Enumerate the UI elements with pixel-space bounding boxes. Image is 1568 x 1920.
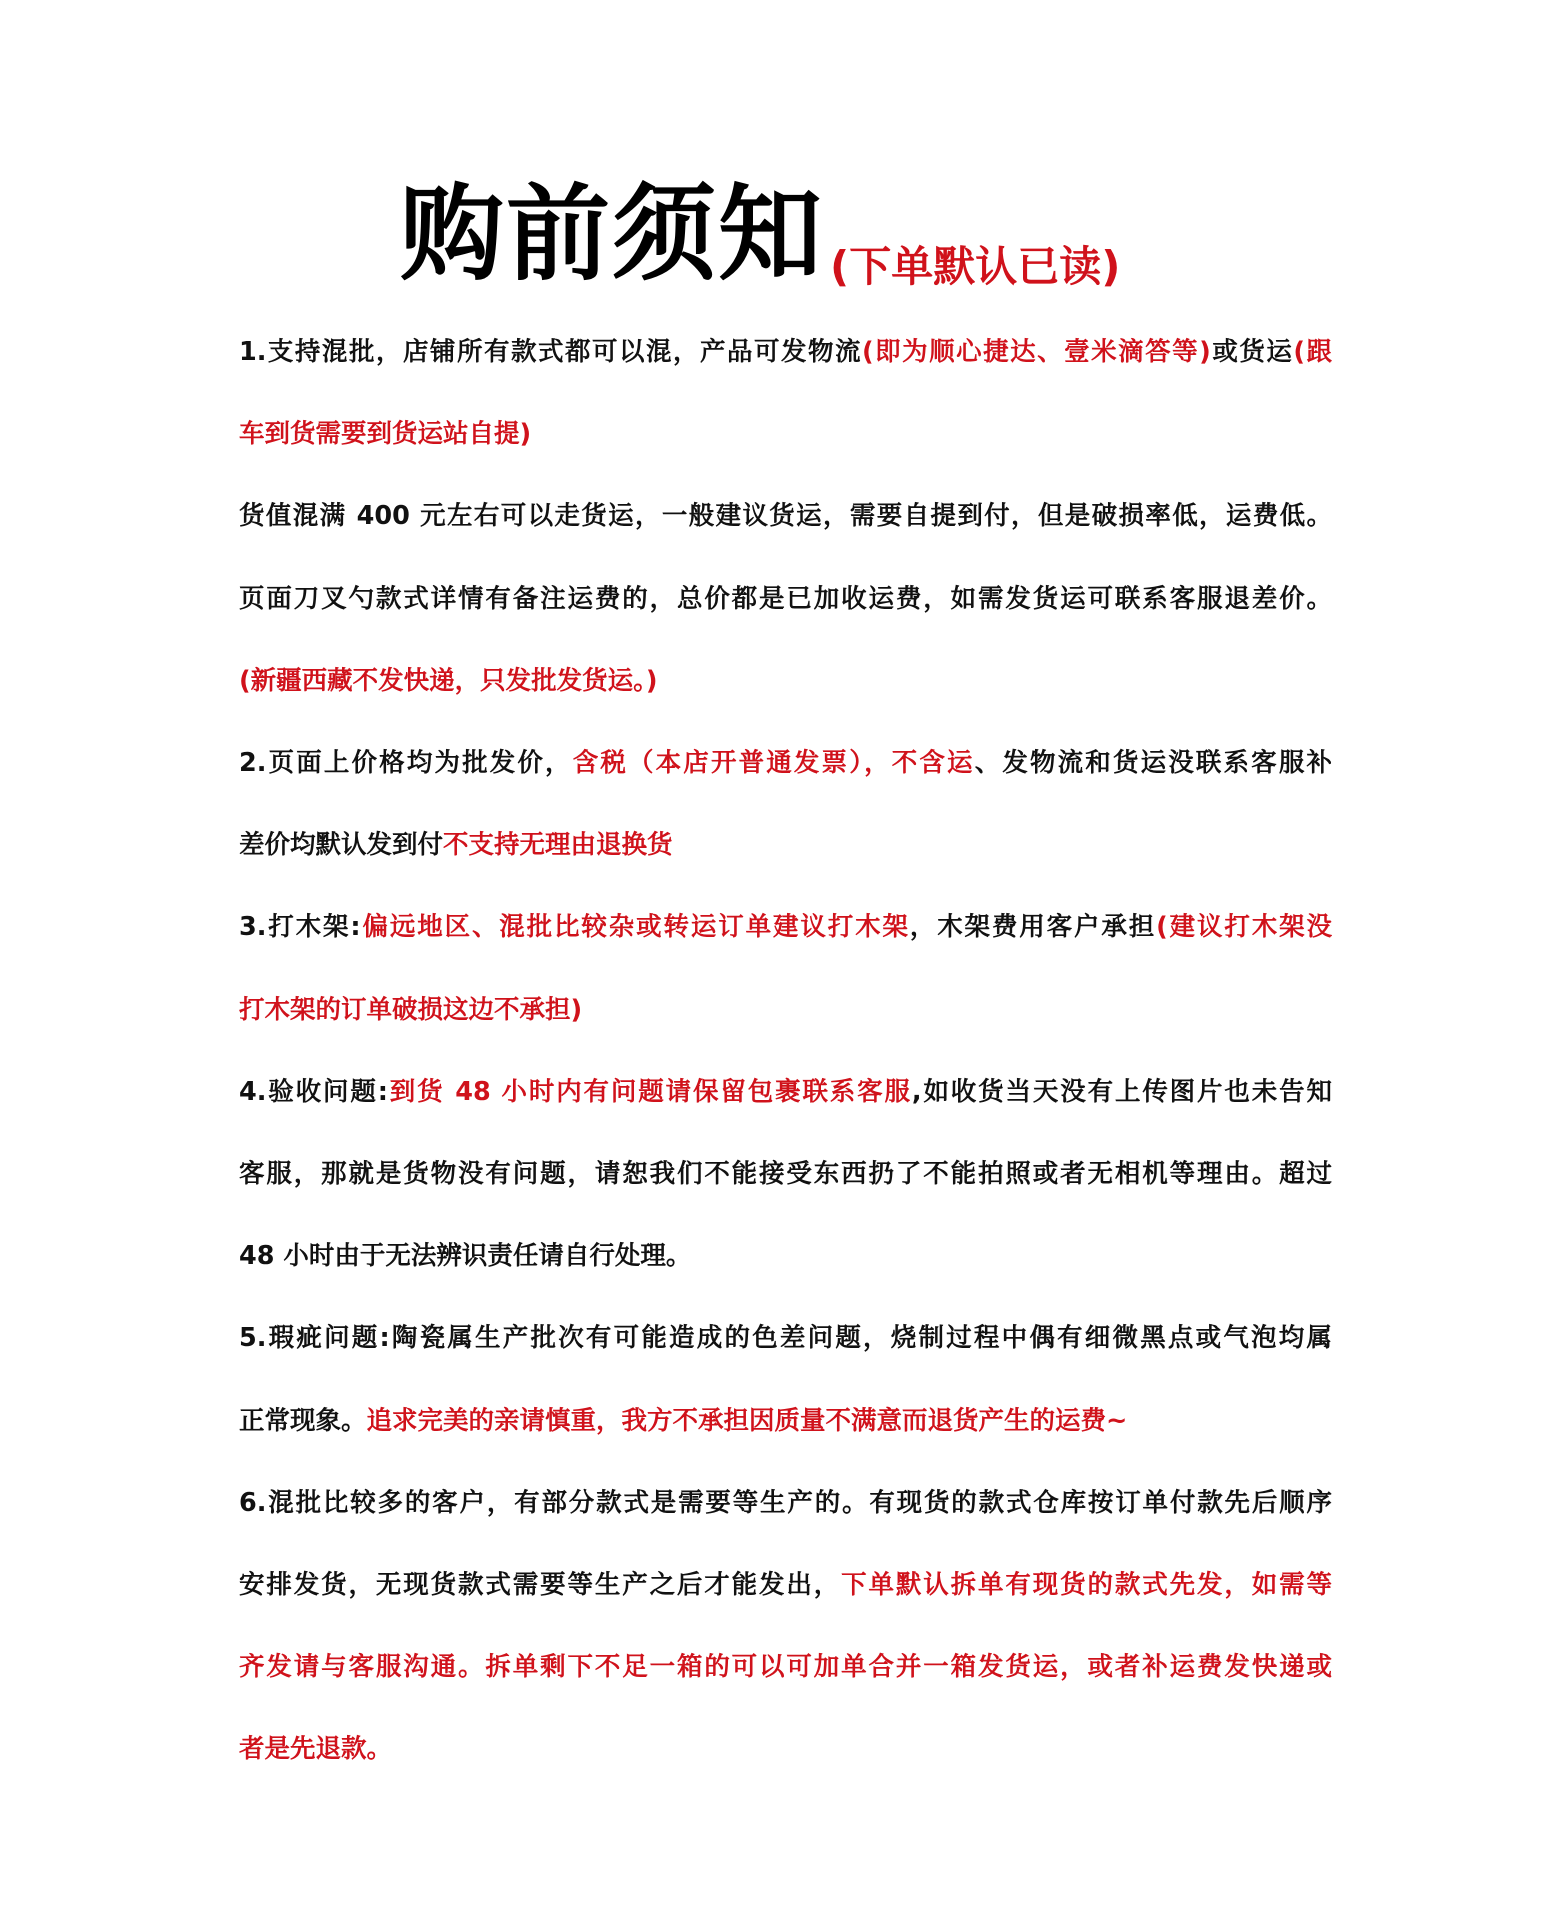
highlighted-text: (即为顺心捷达、壹米滴答等) <box>861 337 1211 367</box>
highlighted-text: 偏远地区、混批比较杂或转运订单建议打木架 <box>360 912 910 943</box>
body-text: 、发物流和货运没联系客服补 <box>974 748 1332 778</box>
notice-line <box>239 907 1332 947</box>
notice-line <box>239 1565 1332 1605</box>
highlighted-text: (建议打木架没 <box>1156 912 1332 943</box>
notice-line <box>239 1401 1332 1441</box>
body-text: ,如收货当天没有上传图片也未告知 <box>911 1076 1332 1107</box>
notice-line <box>239 1318 1332 1358</box>
highlighted-text: 者是先退款。 <box>239 1734 393 1765</box>
body-text: 客服，那就是货物没有问题，请恕我们不能接受东西扔了不能拍照或者无相机等理由。超过 <box>239 1159 1332 1189</box>
body-text: 5.瑕疵问题:陶瓷属生产批次有可能造成的色差问题，烧制过程中偶有细微黑点或气泡均属 <box>239 1323 1332 1354</box>
highlighted-text: 追求完美的亲请慎重，我方不承担因质量不满意而退货产生的运费~ <box>366 1405 1128 1436</box>
notice-line <box>239 496 1332 536</box>
notice-line <box>239 414 1332 454</box>
body-text: 正常现象。 <box>239 1405 367 1436</box>
notice-line <box>239 579 1332 619</box>
notice-line <box>239 332 1332 372</box>
body-text: 货值混满 400 元左右可以走货运，一般建议货运，需要自提到付，但是破损率低，运费低。 <box>239 501 1332 532</box>
page-subtitle: (下单默认已读) <box>830 242 1121 291</box>
notice-line <box>239 1072 1332 1112</box>
body-text: 48 小时由于无法辨识责任请自行处理。 <box>239 1241 692 1272</box>
notice-line <box>239 990 1332 1030</box>
body-text: 2.页面上价格均为批发价， <box>239 748 573 778</box>
notice-line <box>239 743 1332 783</box>
body-text: 页面刀叉勺款式详情有备注运费的，总价都是已加收运费，如需发货运可联系客服退差价。 <box>239 583 1332 614</box>
notice-line <box>239 661 1332 701</box>
heading <box>400 150 1120 300</box>
body-text: 或货运 <box>1210 337 1294 367</box>
highlighted-text: (新疆西藏不发快递，只发批发货运。) <box>239 665 658 696</box>
body-text: 4.验收问题: <box>239 1076 388 1107</box>
body-text: 1.支持混批，店铺所有款式都可以混，产品可发物流 <box>239 337 862 367</box>
highlighted-text: 齐发请与客服沟通。拆单剩下不足一箱的可以可加单合并一箱发货运，或者补运费发快递或 <box>239 1652 1332 1683</box>
highlighted-text: 下单默认拆单有现货的款式先发，如需等 <box>841 1570 1332 1600</box>
body-text: 安排发货，无现货款式需要等生产之后才能发出， <box>239 1570 842 1600</box>
notice-line <box>239 1483 1332 1523</box>
body-text: ，木架费用客户承担 <box>909 912 1157 943</box>
page-title: 购前须知 <box>400 173 825 295</box>
highlighted-text: 不支持无理由退换货 <box>443 830 673 861</box>
body-text: 6.混批比较多的客户，有部分款式是需要等生产的。有现货的款式仓库按订单付款先后顺序 <box>239 1487 1332 1518</box>
notice-line <box>239 825 1332 865</box>
notice-line <box>239 1729 1332 1769</box>
body-text: 3.打木架: <box>239 912 361 943</box>
highlighted-text: 车到货需要到货运站自提) <box>239 419 532 450</box>
notice-line <box>239 1154 1332 1194</box>
highlighted-text: 含税（本店开普通发票），不含运 <box>572 748 975 778</box>
notice-line <box>239 1236 1332 1276</box>
highlighted-text: 到货 48 小时内有问题请保留包裹联系客服 <box>387 1076 912 1107</box>
highlighted-text: 打木架的订单破损这边不承担) <box>239 994 583 1025</box>
notice-line <box>239 1647 1332 1687</box>
highlighted-text: (跟 <box>1293 337 1332 367</box>
body-text: 差价均默认发到付 <box>239 830 444 861</box>
